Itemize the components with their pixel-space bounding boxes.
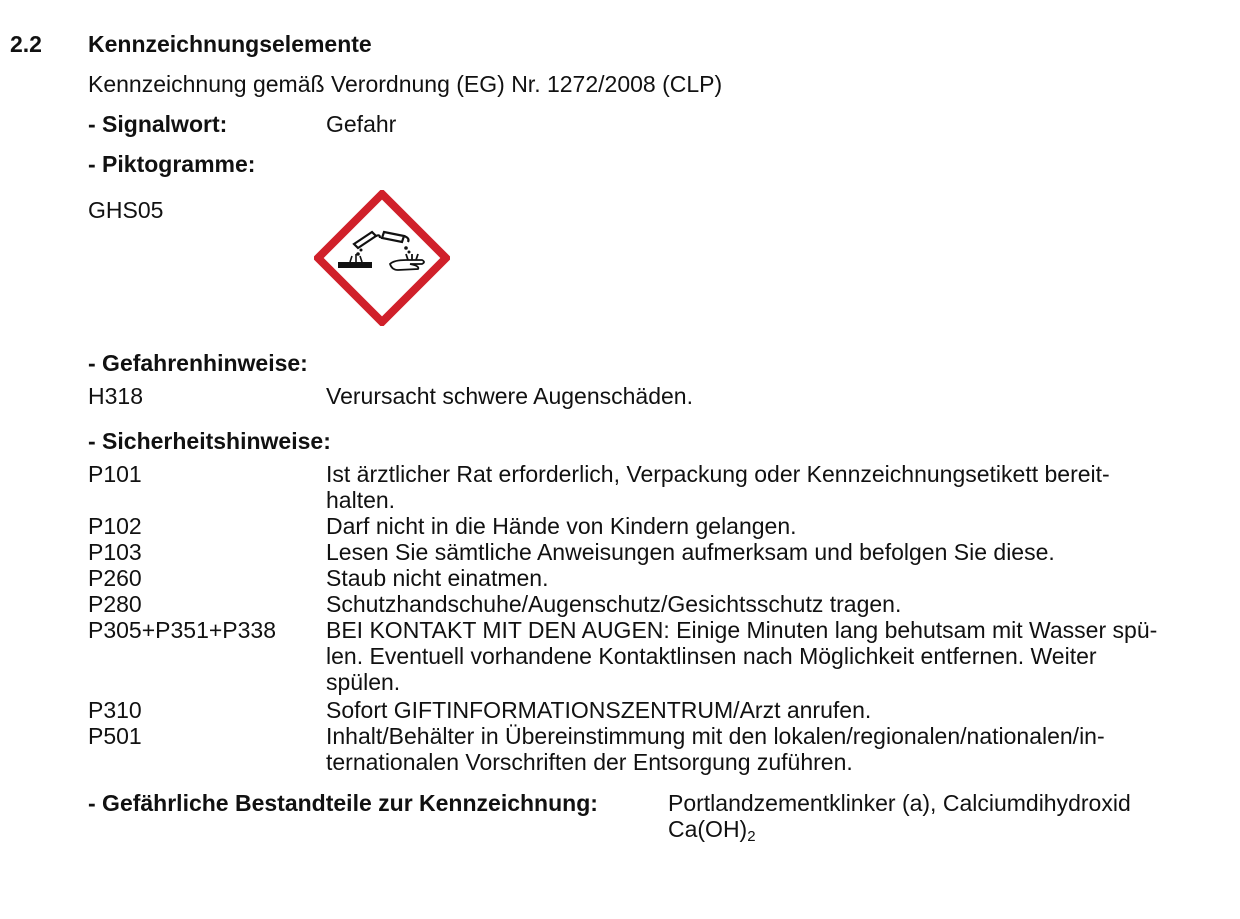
precaution-text: Lesen Sie sämtliche Anweisungen aufmerksam und befolgen Sie diese. [326,539,1055,565]
precaution-text: Sofort GIFTINFORMATIONSZENTRUM/Arzt anrufen. [326,697,872,723]
hazard-code: H318 [88,383,143,409]
precaution-code: P102 [88,513,142,539]
precaution-text: Inhalt/Behälter in Übereinstimmung mit den lokalen/regionalen/nationalen/in- ternationalen Vorschriften der Entsorgung zuführen. [326,723,1105,775]
precaution-code: P501 [88,723,142,749]
ingredients-line1: Portlandzementklinker (a), Calciumdihydroxid [668,790,1131,816]
precaution-text: Staub nicht einatmen. [326,565,549,591]
precaution-text: Schutzhandschuhe/Augenschutz/Gesichtsschutz tragen. [326,591,902,617]
precaution-code: P305+P351+P338 [88,617,277,643]
regulation-text: Kennzeichnung gemäß Verordnung (EG) Nr. 1272/2008 (CLP) [88,71,723,97]
signal-word-label: - Signalwort: [88,111,228,137]
precaution-code: P101 [88,461,142,487]
pictogram-code: GHS05 [88,197,164,223]
precautionary-statements-label: - Sicherheitshinweise: [88,428,331,454]
formula-subscript: 2 [747,828,756,845]
hazard-text: Verursacht schwere Augenschäden. [326,383,693,409]
precaution-text: Darf nicht in die Hände von Kindern gelangen. [326,513,797,539]
signal-word-value: Gefahr [326,111,397,137]
pictograms-label: - Piktogramme: [88,151,256,177]
ingredients-formula [668,816,756,845]
precaution-code: P280 [88,591,142,617]
formula-main: Ca(OH) [668,816,748,842]
precaution-code: P103 [88,539,142,565]
section-number: 2.2 [10,31,42,57]
precaution-code: P310 [88,697,142,723]
ghs05-corrosion-icon [314,190,450,326]
precaution-text: Ist ärztlicher Rat erforderlich, Verpackung oder Kennzeichnungsetikett bereit- halten. [326,461,1110,513]
precaution-text: BEI KONTAKT MIT DEN AUGEN: Einige Minuten lang behutsam mit Wasser spü- len. Eventuell vorhandene Kontaktlinsen nach Möglichkeit entfernen. Weiter spülen. [326,617,1158,695]
section-title: Kennzeichnungselemente [88,31,372,57]
precaution-code: P260 [88,565,142,591]
ingredients-label: - Gefährliche Bestandteile zur Kennzeichnung: [88,790,598,816]
hazard-statements-label: - Gefahrenhinweise: [88,350,308,376]
